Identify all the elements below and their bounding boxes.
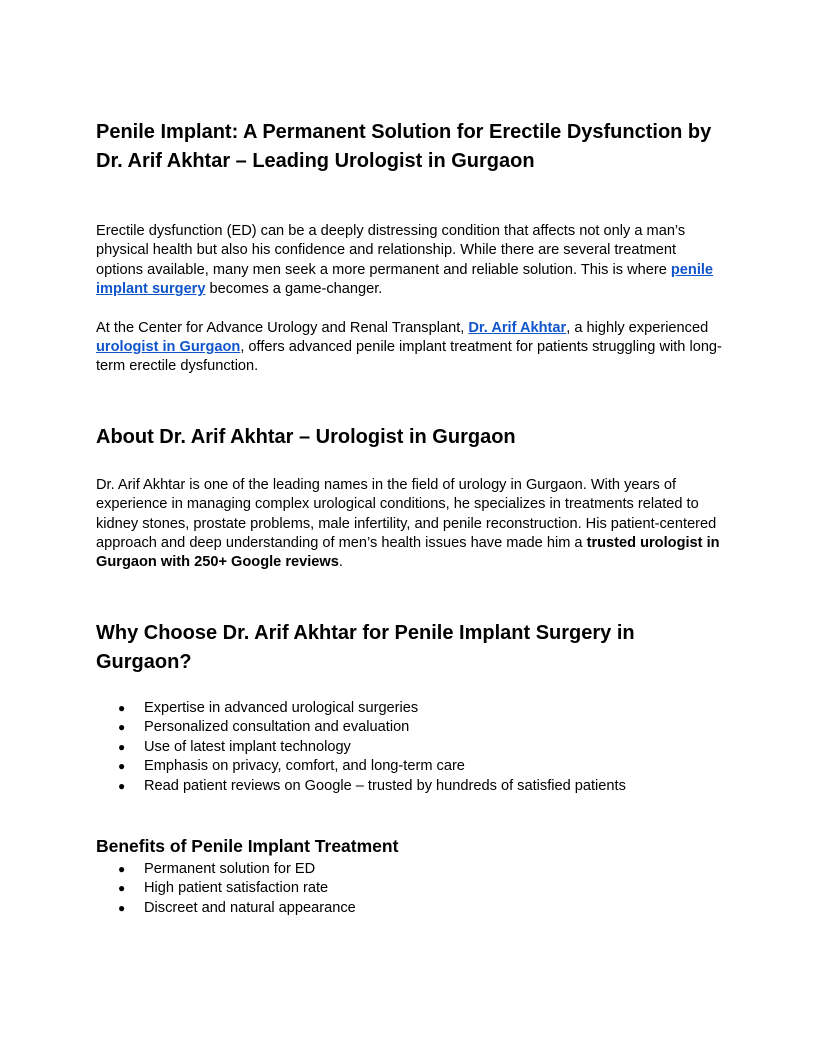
list-item xyxy=(96,699,722,718)
benefits-list xyxy=(96,860,722,918)
intro-text-2: At the Center for Advance Urology and Renal Transplant, xyxy=(96,319,469,336)
list-item xyxy=(96,757,722,776)
intro-text-1-end: becomes a game-changer. xyxy=(205,281,383,298)
intro-text-2-end: , offers advanced penile implant treatment for patients struggling with long-term erectile dysfunction. xyxy=(96,339,722,375)
list-item-text: High patient satisfaction rate xyxy=(144,880,329,897)
page-title: Penile Implant: A Permanent Solution for Erectile Dysfunction by Dr. Arif Akhtar – Leading Urologist in Gurgaon xyxy=(96,121,712,172)
list-item xyxy=(96,718,722,737)
urologist-in-gurgaon-link[interactable]: urologist in Gurgaon xyxy=(96,339,241,356)
bullet-icon: ● xyxy=(118,881,126,896)
about-text-bold: trusted urologist in Gurgaon with 250+ Google reviews xyxy=(96,535,720,571)
list-item-text: Use of latest implant technology xyxy=(144,738,351,755)
list-item-text: Read patient reviews on Google – trusted by hundreds of satisfied patients xyxy=(144,777,626,794)
list-item xyxy=(96,879,722,898)
bullet-icon: ● xyxy=(118,778,126,793)
intro-text-1: Erectile dysfunction (ED) can be a deeply distressing condition that affects not only a man’s physical health but also his confidence and relationship. While there are several treatment options available, many men seek a more permanent and reliable solution. This is where xyxy=(96,223,686,278)
why-heading: Why Choose Dr. Arif Akhtar for Penile Implant Surgery in Gurgaon? xyxy=(96,621,635,673)
list-item-text: Emphasis on privacy, comfort, and long-term care xyxy=(144,758,465,775)
intro-paragraph-2 xyxy=(96,319,722,377)
bullet-icon: ● xyxy=(118,700,126,715)
bullet-icon: ● xyxy=(118,759,126,774)
about-paragraph xyxy=(96,476,722,573)
document-page xyxy=(96,118,722,918)
bullet-icon: ● xyxy=(118,900,126,915)
bullet-icon: ● xyxy=(118,720,126,735)
list-item xyxy=(96,899,722,918)
about-text-end: . xyxy=(338,554,343,571)
list-item-text: Expertise in advanced urological surgeries xyxy=(144,699,419,716)
why-list xyxy=(96,699,722,796)
list-item-text: Permanent solution for ED xyxy=(144,860,316,877)
dr-arif-akhtar-link[interactable]: Dr. Arif Akhtar xyxy=(468,319,567,336)
bullet-icon: ● xyxy=(118,739,126,754)
list-item xyxy=(96,738,722,757)
list-item xyxy=(96,860,722,879)
list-item-text: Personalized consultation and evaluation xyxy=(144,719,410,736)
intro-paragraph-1 xyxy=(96,222,722,300)
about-heading: About Dr. Arif Akhtar – Urologist in Gurgaon xyxy=(96,425,516,448)
penile-implant-surgery-link[interactable]: penile implant surgery xyxy=(96,261,714,298)
about-text: Dr. Arif Akhtar is one of the leading names in the field of urology in Gurgaon. With years of experience in managing complex urological conditions, he specializes in treatments related to kidney stones, prostate problems, male infertility, and penile reconstruction. His patient-centered approach and deep understanding of men’s health issues have made him a xyxy=(96,476,717,552)
intro-text-2-middle: , a highly experienced xyxy=(566,319,709,336)
list-item xyxy=(96,777,722,796)
bullet-icon: ● xyxy=(118,861,126,876)
list-item-text: Discreet and natural appearance xyxy=(144,899,356,916)
benefits-heading: Benefits of Penile Implant Treatment xyxy=(96,835,399,856)
